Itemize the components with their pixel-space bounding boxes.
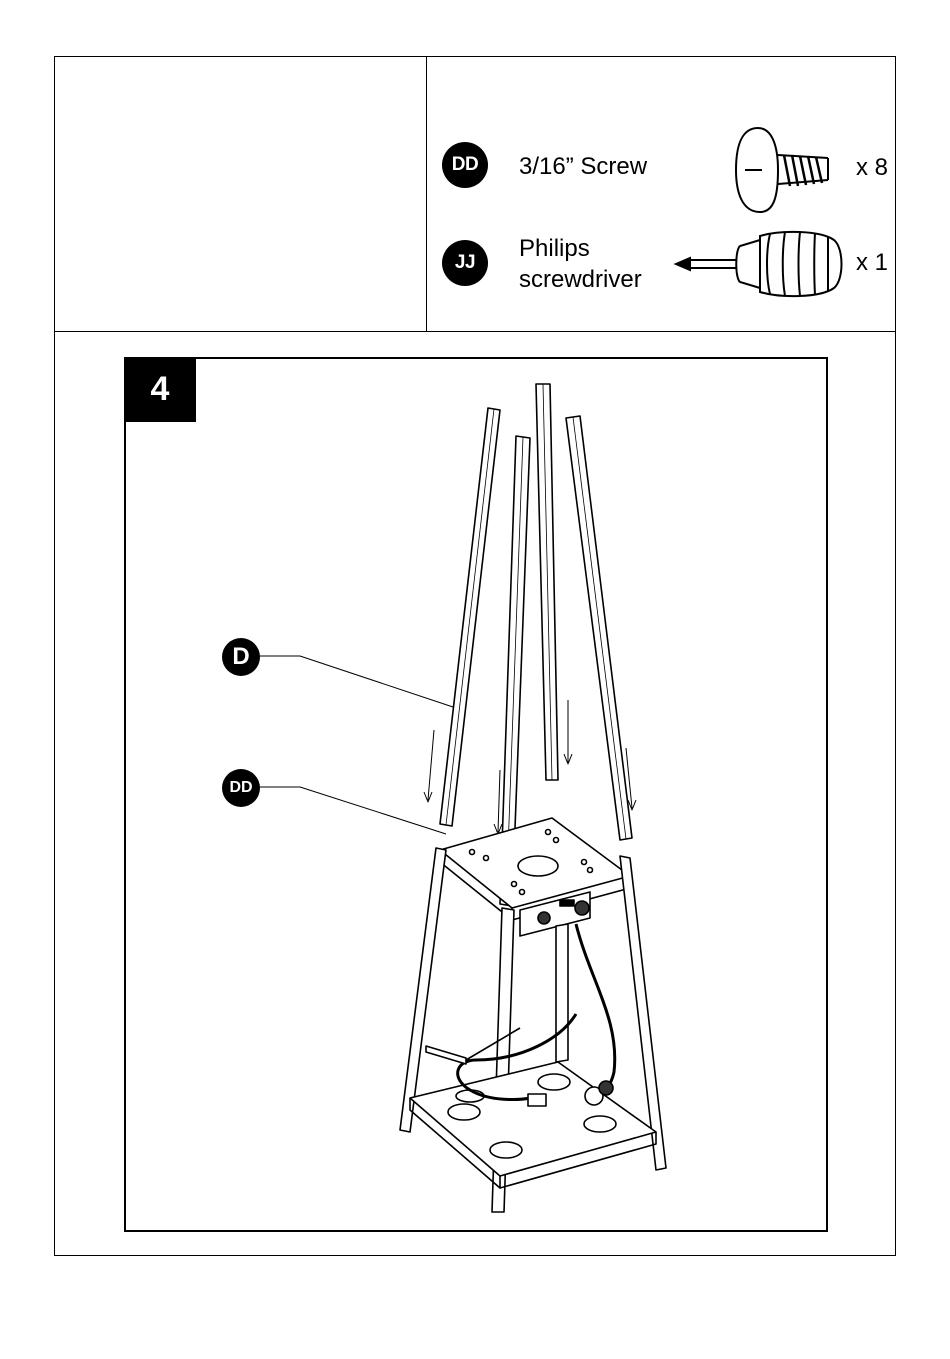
header-column-divider (426, 56, 427, 332)
part-quantity-screwdriver: x 1 (856, 249, 889, 276)
part-badge-dd: DD (442, 142, 488, 188)
part-badge-jj: JJ (442, 240, 488, 286)
part-label-screw: 3/16” Screw (519, 153, 648, 180)
part-quantity-screw: x 8 (856, 154, 889, 181)
part-label-screwdriver-line1: Philips (519, 235, 590, 262)
part-label-screwdriver-line2: screwdriver (519, 266, 642, 293)
step-number: 4 (124, 357, 196, 422)
callout-d: D (222, 638, 260, 676)
section-divider (54, 331, 896, 332)
callout-dd: DD (222, 769, 260, 807)
